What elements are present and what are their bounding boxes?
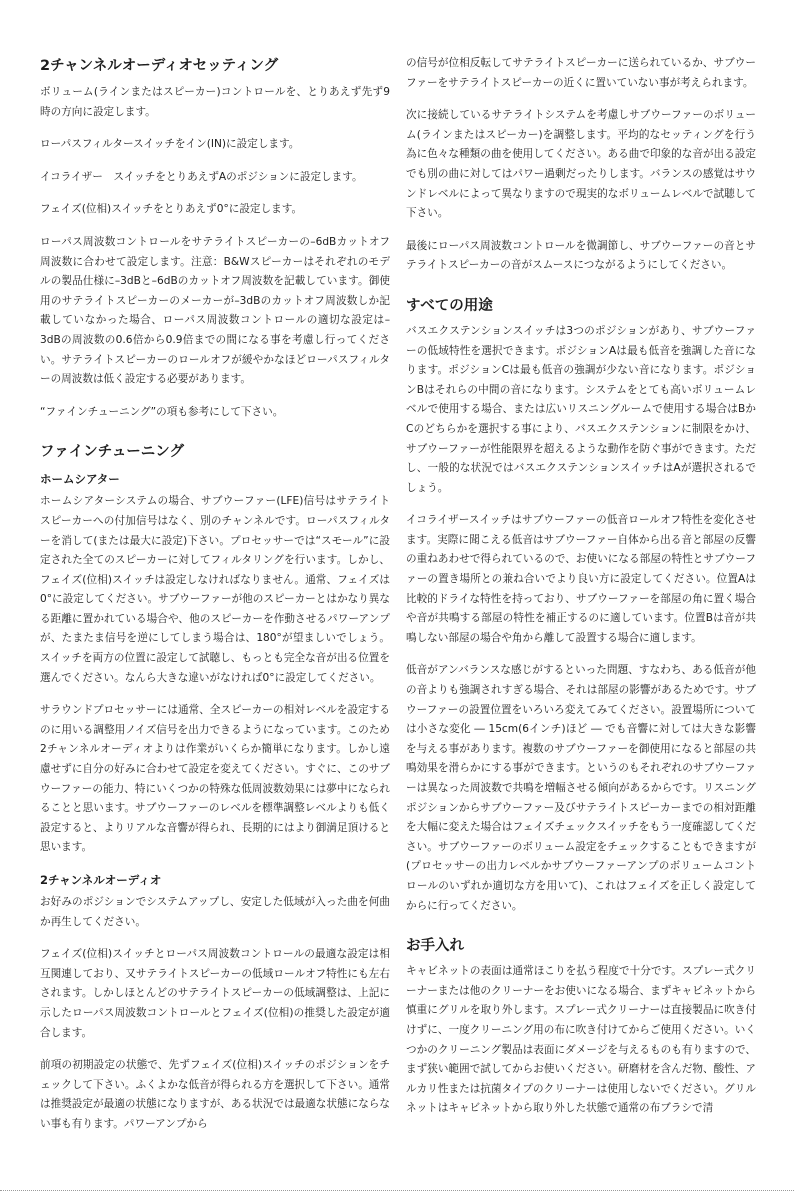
- para-volume: ボリューム(ラインまたはスピーカー)コントロールを、とりあえず先ず9時の方向に設定します。: [40, 86, 390, 118]
- para-eq-a: イコライザー スイッチをとりあえずAのポジションに設定します。: [40, 170, 363, 183]
- para-initial: 前項の初期設定の状態で、先ずフェイズ(位相)スイッチのポジションをチェックして下さい。ふくよかな低音が得られる方を選択して下さい。通常は推奨設定が最適の状態になりますが、ある状況では最適な状態にならない事も有ります。パワーアンプから: [40, 1059, 390, 1130]
- para-next: 次に接続しているサテライトシステムを考慮しサブウーファーのボリューム(ラインまたはスピーカー)を調整します。平均的なセッティングを行う為に色々な種類の曲を使用してください。ある曲で印象的な音が出る設定でも別の曲に対してはパワー過剰だったりします。バランスの感覚はサウンドレベルによって異なりますので現実的なボリュームレベルで試聴して下さい。: [406, 109, 756, 220]
- para-eq-switch: イコライザースイッチはサブウーファーの低音ロールオフ特性を変化させます。実際に聞こえる低音はサブウーファー自体から出る音と部屋の反響の重ねあわせで得られているので、お使いになる部屋の特性とサブウーファーの置き場所との兼ね合いでより良い方に設定してください。位置Aは比較的ドライな特性を持っており、サブウーファーを部屋の角に置く場合や音が共鳴する部屋の特性を補正するのに適しています。位置Bは音が共鳴しない部屋の場合や角から離して設置する場合に適します。: [406, 514, 756, 644]
- bottom-dotted-rule: [0, 1190, 794, 1191]
- heading-all-uses: すべての用途: [406, 297, 493, 314]
- para-phase-0: フェイズ(位相)スイッチをとりあえず0°に設定します。: [40, 203, 303, 216]
- heading-fine-tuning: ファインチューニング: [40, 444, 184, 461]
- heading-home-theater: ホームシアター: [40, 472, 120, 487]
- para-home-theater: ホームシアターシステムの場合、サブウーファー(LFE)信号はサテライトスピーカーへの付加信号はなく、別のチャンネルです。ローパスフィルターを消して(または最大に設定)下さい。プロセッサーでは“スモール”に設定された全てのスピーカーに対してフィルタリングを行います。しかし、フェイズ(位相)スイッチは設定しなければなりません。通常、フェイズは0°に設定してください。サブウーファーが他のスピーカーとはかなり異なる距離に置かれている場合や、他のスピーカーを作動させるパワーアンプが、たまたま信号を逆にしてしまう場合は、180°が望ましいでしょう。スイッチを両方の位置に設定して試聴し、もっとも完全な音が出る位置を選んでください。なんら大きな違いがなければ0°に設定してください。: [40, 495, 390, 684]
- para-unbalanced: 低音がアンバランスな感じがするといった問題、すなわち、ある低音が他の音よりも強調されすぎる場合、それは部屋の影響があるためです。サブウーファーの設置位置をいろいろ変えてみてください。設置場所については小さな変化 ― 15cm(6インチ)ほど ― でも音響に対しては大きな影響を与える事があります。複数のサブウーファーを御使用になると部屋の共鳴効果を滑らかにする事ができます。というのもそれぞれのサブウーファーは異なった周波数で共鳴を増幅させる傾向があるからです。リスニングポジションからサブウーファー及びサテライトスピーカーまでの相対距離を大幅に変えた場合はフェイズチェックスイッチをもう一度確認してください。サブウーファーのボリューム設定をチェックすることもできますが(プロセッサーの出力レベルかサブウーファーアンプのボリュームコントロールのいずれか適切な方を用いて)、これはフェイズを正しく設定してからに行ってください。: [406, 664, 756, 912]
- para-care: キャビネットの表面は通常ほこりを払う程度で十分です。スプレー式クリーナーまたは他のクリーナーをお使いになる場合、まずキャビネットから慎重にグリルを取り外します。スプレー式クリーナーは直接製品に吹き付けずに、一度クリーニング用の布に吹き付けてからご使用ください。いくつかのクリーニング製品は表面にダメージを与えるものも有りますので、まず狭い範囲で試してからお使いください。研磨材を含んだ物、酸性、アルカリ性または抗菌タイプのクリーナーは使用しないでください。グリルネットはキャビネットから取り外した状態で通常の布ブラシで清: [406, 965, 756, 1115]
- para-lowpass-freq: ローパス周波数コントロールをサテライトスピーカーの–6dBカットオフ周波数に合わせて設定します。注意：B&Wスピーカーはそれぞれのモデルの製品仕様に–3dBと–6dBのカットオフ周波数を記載しています。御使用のサテライトスピーカーのメーカーが–3dBのカットオフ周波数しか記載していなかった場合、ローパス周波数コントロールの適切な設定は–3dBの周波数の0.6倍から0.9倍までの間になる事を考慮し行ってください。サテライトスピーカーのロールオフが緩やかなほどローパスフィルターの周波数は低く設定する必要があります。: [40, 235, 390, 386]
- para-surround: サラウンドプロセッサーには通常、全スピーカーの相対レベルを設定するのに用いる調整用ノイズ信号を出力できるようになっています。このため2チャンネルオーディオよりは作業がいくらか簡単になります。しかし遠慮せずに自分の好みに合わせて設定を変えてください。すぐに、このサブウーファーの能力、特にいくつかの特殊な低周波数効果には夢中になられることと思います。サブウーファーのレベルを標準調整レベルよりも低く設定すると、よりリアルな音響が得られ、長期的にはより御満足頂けると思います。: [40, 704, 390, 854]
- para-favorite: お好みのポジションでシステムアップし、安定した低域が入った曲を何曲か再生してください。: [40, 896, 390, 928]
- para-phase-lowpass: フェイズ(位相)スイッチとローパス周波数コントロールの最適な設定は相互関連しており、又サテライトスピーカーの低域ロールオフ特性にも左右されます。しかしほとんどのサテライトスピーカーの低域調整は、上記に示したローパス周波数コントロールとフェイズ(位相)の推奨した設定が適合します。: [40, 948, 390, 1039]
- left-column: [40, 54, 390, 1135]
- para-continued: の信号が位相反転してサテライトスピーカーに送られているか、サブウーファーをサテライトスピーカーの近くに置いていない事が考えられます。: [406, 57, 756, 89]
- heading-2ch-audio: 2チャンネルオーディオ: [40, 873, 162, 887]
- heading-care: お手入れ: [406, 938, 464, 955]
- right-column: [406, 54, 756, 1119]
- para-finally: 最後にローパス周波数コントロールを微調節し、サブウーファーの音とサテライトスピーカーの音がスムースにつながるようにしてください。: [406, 239, 756, 272]
- para-lowpass-in: ローパスフィルタースイッチをイン(IN)に設定します。: [40, 138, 300, 151]
- para-refer-fine: “ファインチューニング”の項も参考にして下さい。: [40, 405, 284, 418]
- para-bass-extension: バスエクステンションスイッチは3つのポジションがあり、サブウーファーの低域特性を選択できます。ポジションAは最も低音を強調した音になります。ポジションCは最も低音の強調が少ない音になります。ポジションBはそれらの中間の音になります。システムをとても高いボリュームレベルで使用する場合、または広いリスニングルームで使用する場合はBかCのどちらかを選択する事により、バスエクステンションに制限をかけ、サブウーファーが性能限界を超えるような動作を防ぐ事ができます。ただし、一般的な状況ではバスエクステンションスイッチはAが選択されるでしょう。: [406, 324, 756, 494]
- heading-2ch-setting: 2チャンネルオーディオセッティング: [40, 58, 279, 74]
